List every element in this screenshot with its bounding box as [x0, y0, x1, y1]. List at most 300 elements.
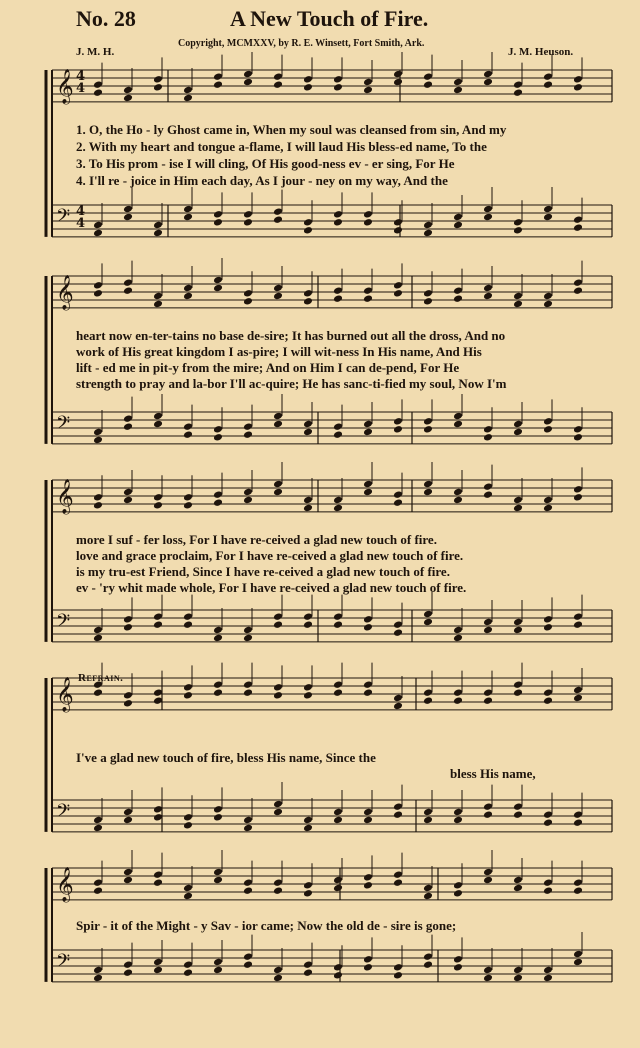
treble-2-note — [243, 297, 253, 306]
bass-clef: 𝄢 — [56, 951, 71, 976]
treble-2-note — [513, 300, 523, 309]
treble-3-note — [93, 493, 103, 502]
bass-5-note — [393, 963, 403, 972]
bass-4-note — [213, 813, 223, 822]
treble-5-note — [243, 886, 253, 895]
treble-3-note — [453, 496, 463, 505]
bass-1-note — [333, 210, 343, 219]
treble-clef: 𝄞 — [56, 479, 74, 514]
bass-3-note — [183, 612, 193, 621]
bass-5-note — [423, 960, 433, 969]
bass-2-note — [513, 420, 523, 429]
bass-5-note — [93, 974, 103, 983]
bass-1-note — [153, 229, 163, 238]
bass-5-note — [153, 966, 163, 975]
treble-2-note — [573, 278, 583, 287]
bass-4-note — [303, 816, 313, 825]
treble-clef: 𝄞 — [56, 677, 74, 712]
treble-1-note — [573, 83, 583, 92]
verse-2-line-2: work of His great kingdom I as-pire; I will wit-ness In His name, And His — [76, 344, 482, 359]
treble-3-note — [543, 504, 553, 513]
treble-3-note — [153, 493, 163, 502]
treble-4-note — [543, 688, 553, 697]
treble-5-note — [333, 876, 343, 885]
treble-1-note — [183, 94, 193, 103]
bass-3-note — [123, 623, 133, 632]
treble-4-note — [183, 683, 193, 692]
treble-2-note — [333, 286, 343, 295]
bass-1-note — [513, 226, 523, 235]
bass-5-note — [273, 966, 283, 975]
bass-3-note — [573, 620, 583, 629]
verse-4-line-2: strength to pray and la-bor I'll ac-quire; He has sanc-ti-fied my soul, Now I'm — [76, 376, 507, 391]
bass-5-note — [393, 971, 403, 980]
bass-1-note — [543, 213, 553, 222]
treble-3-note — [303, 504, 313, 513]
treble-5-note — [423, 892, 433, 901]
treble-1-note — [333, 83, 343, 92]
bass-1-note — [333, 218, 343, 227]
treble-1-note — [393, 70, 403, 79]
treble-2-note — [183, 292, 193, 301]
bass-1-note — [573, 223, 583, 232]
treble-1-note — [273, 80, 283, 89]
bass-5-note — [243, 952, 253, 961]
treble-2-note — [273, 292, 283, 301]
treble-4-note — [363, 680, 373, 689]
treble-5-note — [153, 870, 163, 879]
bass-4-note — [393, 802, 403, 811]
bass-4-note — [453, 808, 463, 817]
treble-5-note — [93, 886, 103, 895]
treble-clef: 𝄞 — [56, 69, 74, 104]
refrain-line-1: I've a glad new touch of fire, bless His name, Since the — [76, 750, 376, 765]
treble-2-note — [243, 289, 253, 298]
treble-5-note — [543, 886, 553, 895]
treble-1-note — [153, 83, 163, 92]
bass-1-note — [423, 229, 433, 238]
treble-3-note — [183, 493, 193, 502]
bass-2-note — [333, 430, 343, 439]
bass-5-note — [123, 960, 133, 969]
bass-5-note — [453, 963, 463, 972]
bass-2-note — [363, 420, 373, 429]
treble-1-note — [543, 80, 553, 89]
treble-1-note — [93, 80, 103, 89]
bass-3-note — [363, 615, 373, 624]
bass-5-note — [213, 966, 223, 975]
bass-1-note — [423, 221, 433, 230]
bass-5-note — [243, 960, 253, 969]
bass-2-note — [543, 425, 553, 434]
treble-3-note — [273, 488, 283, 497]
treble-5-note — [333, 884, 343, 893]
treble-5-note — [543, 878, 553, 887]
treble-3-note — [513, 496, 523, 505]
bass-5-note — [453, 955, 463, 964]
treble-4-note — [273, 691, 283, 700]
bass-4-note — [333, 808, 343, 817]
treble-1-note — [243, 78, 253, 87]
bass-2-note — [393, 425, 403, 434]
treble-4-note — [483, 696, 493, 705]
bass-4-note — [483, 810, 493, 819]
bass-5-note — [363, 955, 373, 964]
bass-2-note — [453, 412, 463, 421]
bass-1-note — [93, 229, 103, 238]
bass-1-note — [513, 218, 523, 227]
bass-1-note — [243, 210, 253, 219]
treble-4-note — [423, 696, 433, 705]
treble-5-note — [513, 884, 523, 893]
treble-5-note — [153, 878, 163, 887]
treble-5-note — [363, 873, 373, 882]
bass-2-note — [183, 422, 193, 431]
treble-2-note — [213, 284, 223, 293]
bass-3-note — [483, 626, 493, 635]
verse-3-line-3: is my tru-est Friend, Since I have re-ceived a glad new touch of fire. — [76, 564, 450, 579]
bass-3-note — [93, 634, 103, 643]
bass-5-note — [513, 974, 523, 983]
bass-clef: 𝄢 — [56, 206, 71, 231]
bass-1-note — [213, 218, 223, 227]
treble-3-note — [243, 488, 253, 497]
bass-5-note — [153, 958, 163, 967]
treble-5-note — [303, 881, 313, 890]
treble-1-note — [393, 78, 403, 87]
treble-2-note — [483, 284, 493, 293]
bass-1-note — [123, 213, 133, 222]
bass-5-note — [483, 974, 493, 983]
treble-1-note — [273, 72, 283, 81]
bass-3-note — [153, 620, 163, 629]
bass-1-note — [213, 210, 223, 219]
bass-2-note — [543, 417, 553, 426]
bass-3-note — [213, 634, 223, 643]
bass-3-note — [93, 626, 103, 635]
treble-5-note — [573, 878, 583, 887]
treble-4-note — [333, 680, 343, 689]
bass-3-note — [123, 615, 133, 624]
bass-3-note — [153, 612, 163, 621]
treble-1-note — [183, 86, 193, 95]
refrain-line-2: Spir - it of the Might - y Sav - ior came; Now the old de - sire is gone; — [76, 918, 457, 933]
bass-2-note — [123, 414, 133, 423]
treble-clef: 𝄞 — [56, 867, 74, 902]
treble-4-note — [123, 691, 133, 700]
treble-3-note — [183, 501, 193, 510]
bass-3-note — [333, 620, 343, 629]
treble-5-note — [483, 868, 493, 877]
treble-5-note — [513, 876, 523, 885]
bass-2-note — [363, 428, 373, 437]
bass-3-note — [273, 620, 283, 629]
treble-2-note — [123, 286, 133, 295]
refrain-label: Refrain. — [78, 672, 124, 684]
bass-3-note — [183, 620, 193, 629]
bass-4-note — [273, 808, 283, 817]
treble-4-note — [273, 683, 283, 692]
treble-3-note — [273, 480, 283, 489]
bass-1-note — [483, 213, 493, 222]
bass-2-note — [123, 422, 133, 431]
treble-5-note — [243, 878, 253, 887]
bass-4-note — [243, 816, 253, 825]
bass-4-note — [393, 810, 403, 819]
bass-5-note — [543, 974, 553, 983]
bass-3-note — [303, 612, 313, 621]
treble-3-note — [423, 480, 433, 489]
bass-3-note — [543, 623, 553, 632]
treble-2-note — [303, 297, 313, 306]
treble-5-note — [123, 868, 133, 877]
treble-2-note — [513, 292, 523, 301]
verse-1-line-2: heart now en-ter-tains no base de-sire; It has burned out all the dross, And no — [76, 328, 506, 343]
bass-4-note — [93, 824, 103, 833]
bass-2-note — [93, 428, 103, 437]
hymn-title: A New Touch of Fire. — [230, 6, 429, 31]
bass-2-note — [213, 425, 223, 434]
bass-2-note — [423, 417, 433, 426]
bass-4-note — [273, 800, 283, 809]
treble-2-note — [543, 292, 553, 301]
treble-4-note — [303, 691, 313, 700]
bass-4-note — [243, 824, 253, 833]
bass-3-note — [513, 618, 523, 627]
treble-3-note — [363, 480, 373, 489]
bass-5-note — [573, 950, 583, 959]
treble-3-note — [483, 490, 493, 499]
treble-1-note — [213, 72, 223, 81]
treble-3-note — [123, 488, 133, 497]
bass-1-note — [183, 213, 193, 222]
bass-3-note — [453, 634, 463, 643]
treble-2-note — [423, 289, 433, 298]
bass-1-note — [543, 205, 553, 214]
treble-4-note — [213, 688, 223, 697]
treble-1-note — [423, 72, 433, 81]
bass-1-note — [363, 218, 373, 227]
bass-1-note — [573, 215, 583, 224]
treble-1-note — [453, 78, 463, 87]
bass-2-note — [273, 420, 283, 429]
bass-5-note — [303, 960, 313, 969]
bass-4-note — [93, 816, 103, 825]
bass-2-note — [303, 428, 313, 437]
treble-5-note — [123, 876, 133, 885]
treble-1-note — [573, 75, 583, 84]
treble-3-note — [513, 504, 523, 513]
verse-1-line-1: 1. O, the Ho - ly Ghost came in, When my soul was cleansed from sin, And my — [76, 122, 507, 137]
treble-4-note — [243, 680, 253, 689]
bass-1-note — [273, 207, 283, 216]
bass-2-note — [273, 412, 283, 421]
bass-4-note — [183, 821, 193, 830]
bass-4-note — [213, 805, 223, 814]
bass-5-note — [93, 966, 103, 975]
treble-2-note — [393, 289, 403, 298]
treble-1-note — [363, 86, 373, 95]
bass-1-note — [153, 221, 163, 230]
treble-2-note — [153, 300, 163, 309]
treble-1-note — [303, 75, 313, 84]
bass-2-note — [153, 412, 163, 421]
treble-2-note — [573, 286, 583, 295]
bass-4-note — [513, 810, 523, 819]
treble-3-note — [303, 496, 313, 505]
treble-4-note — [393, 694, 403, 703]
treble-2-note — [93, 281, 103, 290]
bass-2-note — [393, 417, 403, 426]
bass-5-note — [183, 960, 193, 969]
bass-2-note — [513, 428, 523, 437]
bass-4-note — [573, 818, 583, 827]
treble-2-note — [423, 297, 433, 306]
treble-1-note — [123, 94, 133, 103]
treble-1-note — [333, 75, 343, 84]
treble-1-note — [513, 80, 523, 89]
treble-5-note — [483, 876, 493, 885]
bass-3-note — [573, 612, 583, 621]
bass-3-note — [333, 612, 343, 621]
bass-1-note — [273, 215, 283, 224]
bass-4-note — [423, 808, 433, 817]
treble-5-note — [183, 892, 193, 901]
treble-1-note — [483, 78, 493, 87]
treble-2-note — [453, 286, 463, 295]
treble-5-note — [393, 870, 403, 879]
bass-3-note — [393, 620, 403, 629]
treble-3-note — [93, 501, 103, 510]
treble-5-note — [273, 886, 283, 895]
treble-1-note — [303, 83, 313, 92]
treble-4-note — [93, 688, 103, 697]
bass-1-note — [183, 205, 193, 214]
verse-4-line-1: 4. I'll re - joice in Him each day, As I jour - ney on my way, And the — [76, 173, 448, 188]
treble-3-note — [483, 482, 493, 491]
treble-1-note — [153, 75, 163, 84]
treble-clef: 𝄞 — [56, 275, 74, 310]
treble-1-note — [363, 78, 373, 87]
treble-3-note — [243, 496, 253, 505]
bass-5-note — [483, 966, 493, 975]
bass-5-note — [423, 952, 433, 961]
bass-1-note — [363, 210, 373, 219]
treble-2-note — [93, 289, 103, 298]
treble-4-note — [513, 688, 523, 697]
treble-1-note — [93, 88, 103, 97]
bass-1-note — [483, 205, 493, 214]
verse-1-line-3: more I suf - fer loss, For I have re-ceived a glad new touch of fire. — [76, 532, 437, 547]
verse-4-line-3: ev - 'ry whit made whole, For I have re-ceived a glad new touch of fire. — [76, 580, 467, 595]
treble-3-note — [123, 496, 133, 505]
bass-3-note — [423, 618, 433, 627]
treble-1-note — [483, 70, 493, 79]
treble-2-note — [333, 294, 343, 303]
treble-2-note — [123, 278, 133, 287]
treble-1-note — [513, 88, 523, 97]
treble-5-note — [453, 889, 463, 898]
treble-4-note — [543, 696, 553, 705]
verse-3-line-2: lift - ed me in pit-y from the mire; And on Him I can de-pend, For He — [76, 360, 460, 375]
treble-2-note — [183, 284, 193, 293]
bass-4-note — [363, 816, 373, 825]
bass-1-note — [393, 226, 403, 235]
treble-1-note — [453, 86, 463, 95]
treble-4-note — [393, 702, 403, 711]
bass-5-note — [543, 966, 553, 975]
treble-5-note — [273, 878, 283, 887]
bass-2-note — [573, 433, 583, 442]
treble-3-note — [393, 498, 403, 507]
treble-time-signature: 4 — [76, 81, 86, 96]
treble-4-note — [243, 688, 253, 697]
bass-2-note — [333, 422, 343, 431]
bass-4-note — [573, 810, 583, 819]
bass-3-note — [393, 628, 403, 637]
treble-5-note — [213, 868, 223, 877]
bass-2-note — [483, 433, 493, 442]
treble-3-note — [213, 490, 223, 499]
treble-3-note — [543, 496, 553, 505]
treble-3-note — [213, 498, 223, 507]
treble-2-note — [453, 294, 463, 303]
treble-3-note — [393, 490, 403, 499]
verse-2-line-3: love and grace proclaim, For I have re-ceived a glad new touch of fire. — [76, 548, 464, 563]
treble-4-note — [213, 680, 223, 689]
bass-3-note — [303, 620, 313, 629]
bass-1-note — [93, 221, 103, 230]
bass-2-note — [183, 430, 193, 439]
bass-1-note — [453, 221, 463, 230]
treble-5-note — [363, 881, 373, 890]
treble-2-note — [363, 286, 373, 295]
bass-2-note — [153, 420, 163, 429]
bass-5-note — [513, 966, 523, 975]
treble-3-note — [423, 488, 433, 497]
bass-2-note — [423, 425, 433, 434]
bass-1-note — [123, 205, 133, 214]
treble-3-note — [453, 488, 463, 497]
treble-3-note — [573, 485, 583, 494]
bass-clef: 𝄢 — [56, 413, 71, 438]
bass-5-note — [183, 968, 193, 977]
words-author: J. M. H. — [76, 46, 115, 58]
bass-2-note — [213, 433, 223, 442]
treble-2-note — [543, 300, 553, 309]
treble-2-note — [273, 284, 283, 293]
treble-4-note — [183, 691, 193, 700]
treble-2-note — [483, 292, 493, 301]
bass-1-note — [303, 226, 313, 235]
treble-2-note — [303, 289, 313, 298]
verse-3-line-1: 3. To His prom - ise I will cling, Of His good-ness ev - er sing, For He — [76, 156, 455, 171]
bass-3-note — [453, 626, 463, 635]
bass-4-note — [333, 816, 343, 825]
treble-1-note — [213, 80, 223, 89]
treble-5-note — [303, 889, 313, 898]
bass-3-note — [243, 634, 253, 643]
bass-1-note — [393, 218, 403, 227]
treble-4-note — [123, 699, 133, 708]
bass-5-note — [213, 958, 223, 967]
treble-3-note — [573, 493, 583, 502]
treble-4-note — [333, 688, 343, 697]
treble-5-note — [183, 884, 193, 893]
bass-2-note — [453, 420, 463, 429]
bass-2-note — [243, 422, 253, 431]
treble-2-note — [393, 281, 403, 290]
